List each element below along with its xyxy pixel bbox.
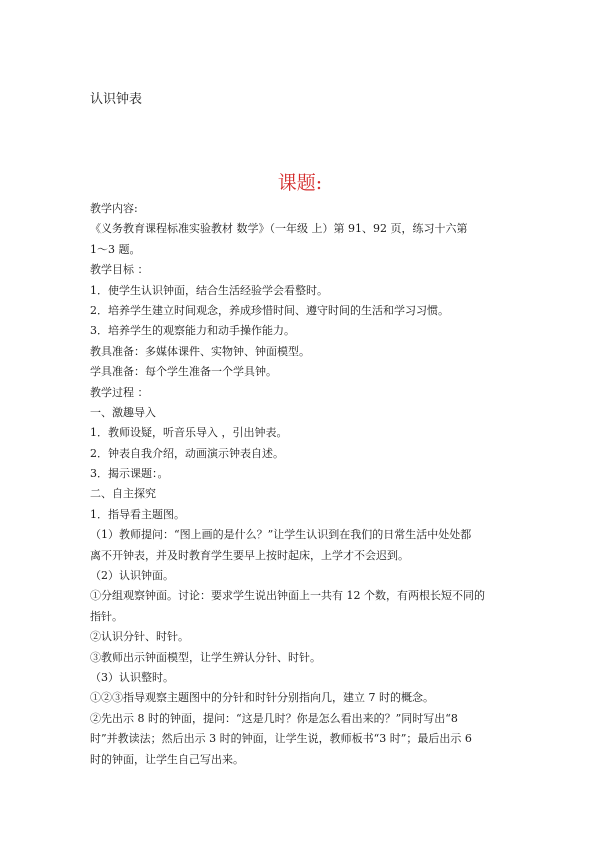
body-line: 时”并教读法；然后出示 3 时的钟面，让学生说，教师板书“3 时”；最后出示 6 — [90, 732, 472, 746]
body-line: 教学过程 ： — [90, 385, 149, 399]
lesson-heading: 课题: — [277, 172, 323, 194]
body-line: 1～3 题。 — [90, 242, 141, 256]
body-line: 3．培养学生的观察能力和动手操作能力。 — [90, 324, 295, 338]
body-line: 教学内容: — [90, 202, 138, 215]
body-line: 1．指导看主题图。 — [90, 507, 185, 521]
body-line: ②先出示 8 时的钟面，提问：“这是几时？你是怎么看出来的？”同时写出“8 — [90, 711, 458, 725]
body-line: 2．钟表自我介绍，动画演示钟表自述。 — [90, 446, 284, 460]
body-line: ①②③指导观察主题图中的分针和时针分别指向几，建立 7 时的概念。 — [90, 691, 434, 705]
body-line: ③教师出示钟面模型，让学生辨认分针、时针。 — [90, 650, 321, 664]
body-line: 学具准备：每个学生准备一个学具钟。 — [90, 365, 277, 379]
document-body — [90, 199, 530, 770]
body-line: （2）认识钟面。 — [90, 569, 174, 583]
body-line: 离不开钟表，并及时教育学生要早上按时起床，上学才不会迟到。 — [90, 548, 409, 562]
body-line: ②认识分针、时针。 — [90, 630, 189, 644]
body-line: 指针。 — [90, 609, 123, 623]
body-line: （3）认识整时。 — [90, 670, 174, 684]
body-line: 《义务教育课程标准实验教材 数学》（一年级 上）第 91、92 页，练习十六第 — [90, 222, 468, 236]
body-line: 一、激趣导入 — [90, 405, 156, 419]
body-line: 教学目标 ： — [90, 263, 149, 277]
body-line: 二、自主探究 — [90, 487, 156, 501]
body-line: 1．使学生认识钟面，结合生活经验学会看整时。 — [90, 283, 328, 297]
document-title: 认识钟表 — [90, 92, 143, 107]
body-line: 教具准备：多媒体课件、实物钟、钟面模型。 — [90, 344, 310, 358]
body-line: 时的钟面，让学生自己写出来。 — [90, 752, 244, 766]
body-line: （1）教师提问：“图上画的是什么？”让学生认识到在我们的日常生活中处处都 — [90, 528, 472, 542]
body-line: ①分组观察钟面。讨论：要求学生说出钟面上一共有 12 个数，有两根长短不同的 — [90, 589, 485, 603]
body-line: 2．培养学生建立时间观念，养成珍惜时间、遵守时间的生活和学习习惯。 — [90, 303, 449, 317]
body-line: 1．教师设疑，听音乐导入 ，引出钟表。 — [90, 426, 288, 440]
body-line: 3．揭示课题：。 — [90, 467, 169, 481]
